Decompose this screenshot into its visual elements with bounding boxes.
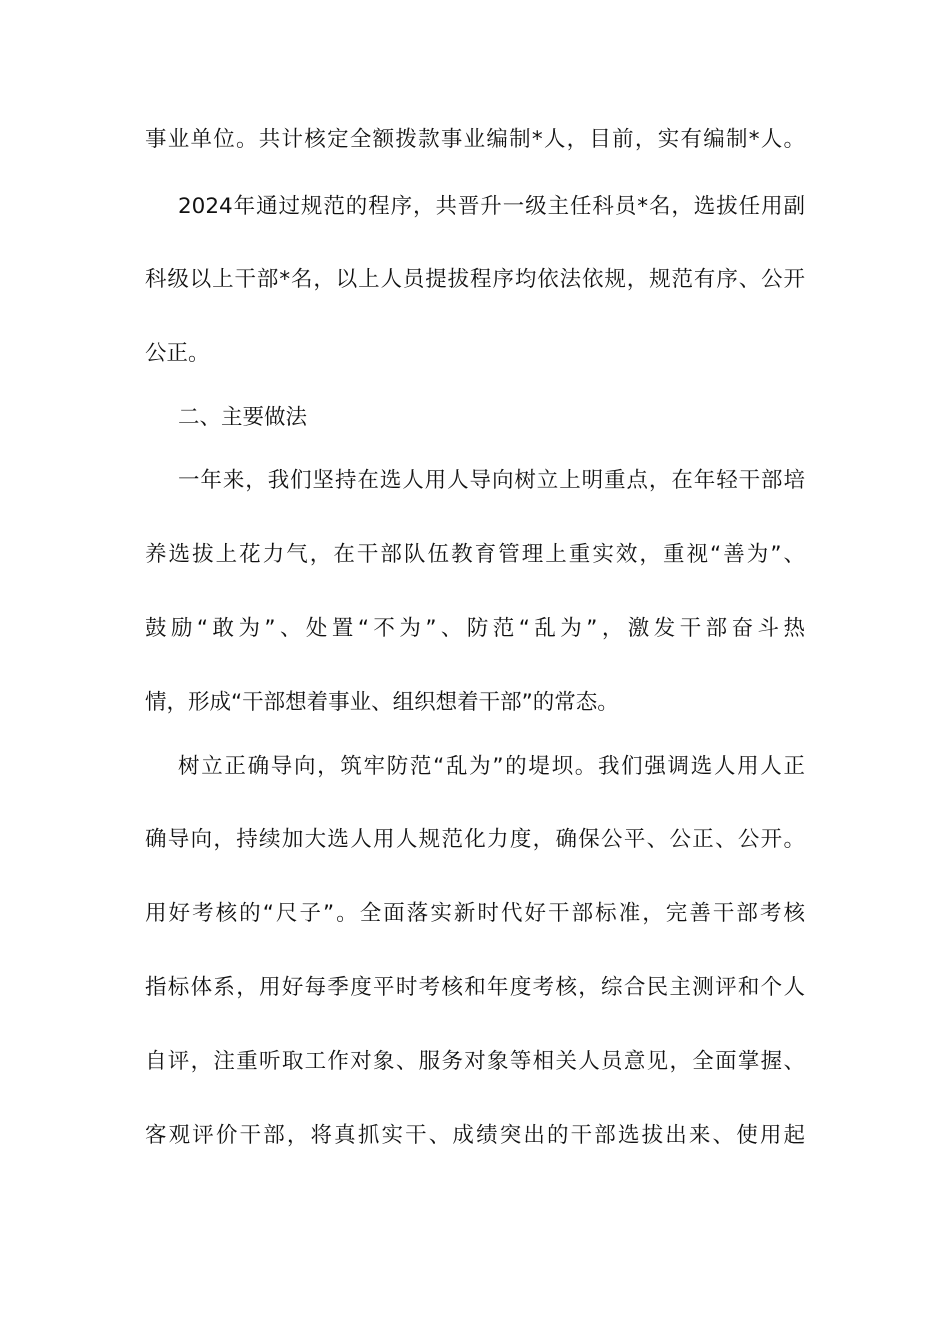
text-line: 情，形成“干部想着事业、组织想着干部”的常态。 — [145, 690, 619, 715]
text-line: 用好考核的“尺子”。全面落实新时代好干部标准，完善干部考核 — [145, 901, 805, 926]
text-line: 2024年通过规范的程序，共晋升一级主任科员*名，选拔任用副 — [178, 194, 805, 219]
text-line: 养选拔上花力气，在干部队伍教育管理上重实效，重视“善为”、 — [145, 542, 805, 567]
text-line: 客观评价干部，将真抓实干、成绩突出的干部选拔出来、使用起 — [145, 1123, 805, 1148]
text-line: 自评，注重听取工作对象、服务对象等相关人员意见，全面掌握、 — [145, 1049, 805, 1074]
text-line: 公正。 — [145, 341, 210, 366]
text-line: 确导向，持续加大选人用人规范化力度，确保公平、公正、公开。 — [145, 827, 805, 852]
text-line: 树立正确导向，筑牢防范“乱为”的堤坝。我们强调选人用人正 — [178, 754, 805, 779]
text-line: 科级以上干部*名，以上人员提拔程序均依法依规，规范有序、公开 — [145, 267, 805, 292]
section-heading: 二、主要做法 — [178, 405, 308, 430]
text-line: 事业单位。共计核定全额拨款事业编制*人，目前，实有编制*人。 — [145, 127, 805, 152]
text-line: 一年来，我们坚持在选人用人导向树立上明重点，在年轻干部培 — [178, 468, 805, 493]
text-line: 鼓励“敢为”、处置“不为”、防范“乱为”，激发干部奋斗热 — [145, 616, 805, 641]
text-line: 指标体系，用好每季度平时考核和年度考核，综合民主测评和个人 — [145, 975, 805, 1000]
